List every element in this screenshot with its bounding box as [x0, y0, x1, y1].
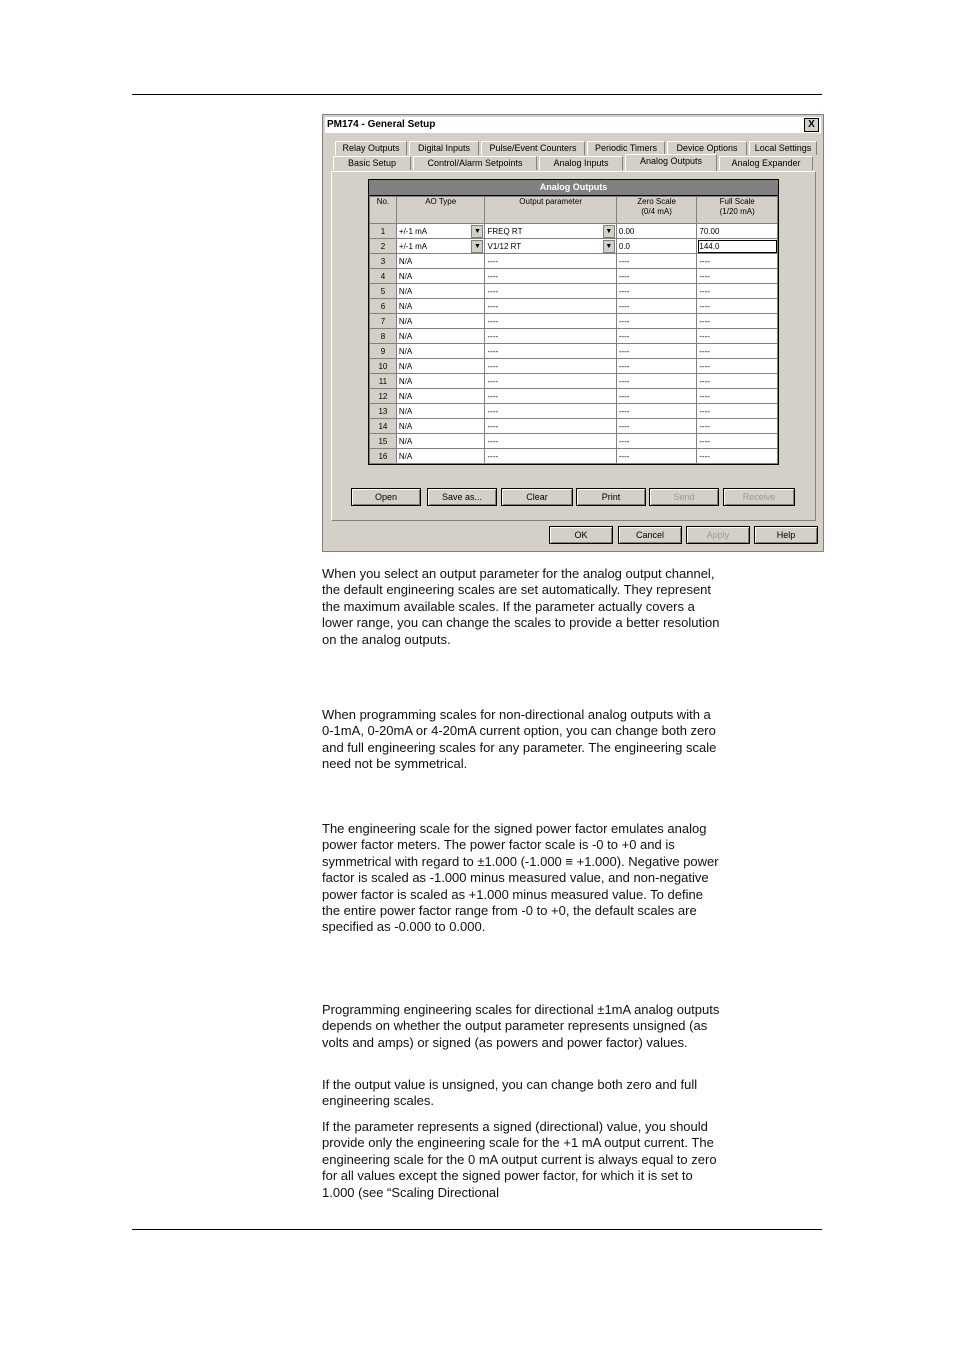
dialog-title: PM174 - General Setup: [327, 119, 436, 130]
full-scale-cell: [697, 254, 778, 269]
row-number-value: 14: [378, 421, 388, 431]
print-button[interactable]: Print: [576, 488, 646, 506]
analog-outputs-grid: [368, 179, 779, 465]
table-row: [370, 449, 778, 464]
row-number-value: 3: [380, 256, 386, 266]
tab-row-2: [333, 156, 817, 170]
zero-scale-cell: [616, 419, 697, 434]
full-scale-cell-value: ----: [699, 421, 711, 431]
ao-type-cell-value: N/A: [398, 391, 413, 401]
full-scale-cell: [697, 344, 778, 359]
header-ao-type: AO Type: [396, 197, 485, 224]
ao-type-cell-value: N/A: [398, 256, 413, 266]
row-number: [370, 254, 397, 269]
clear-button[interactable]: Clear: [501, 488, 573, 506]
output-parameter-cell-value: FREQ RT: [487, 226, 523, 236]
paragraph-non-directional: When programming scales for non-directional analog outputs with a 0-1mA, 0-20mA or 4-20mA current option, you can change both zero and full engineering scales for any parameter. The engineering scale need not be symmetrical.: [322, 707, 717, 772]
full-scale-cell: [697, 404, 778, 419]
output-parameter-cell[interactable]: [485, 239, 616, 254]
zero-scale-cell-value: ----: [618, 376, 630, 386]
zero-scale-cell-value: ----: [618, 361, 630, 371]
output-parameter-cell: [485, 359, 616, 374]
full-scale-cell: [697, 329, 778, 344]
paragraph-default-scales: When you select an output parameter for the analog output channel, the default engineering scales are set automatically. They represent the maximum available scales. If the parameter actually covers a lower range, you can change the scales to provide a better resolution on the analog outputs.: [322, 566, 720, 647]
row-number: [370, 314, 397, 329]
table-row: [370, 284, 778, 299]
table-row: [370, 389, 778, 404]
zero-scale-cell: [616, 449, 697, 464]
ao-type-cell: [396, 329, 485, 344]
ao-type-cell: [396, 419, 485, 434]
ao-type-cell: [396, 299, 485, 314]
full-scale-cell-value: ----: [699, 436, 711, 446]
zero-scale-cell: [616, 314, 697, 329]
row-number-value: 2: [380, 241, 386, 251]
full-scale-cell-value: ----: [699, 361, 711, 371]
ao-type-cell-value: +/-1 mA: [398, 226, 428, 236]
full-scale-cell-value: ----: [699, 451, 711, 461]
output-parameter-cell-value: ----: [487, 301, 499, 311]
ao-type-cell-value: N/A: [398, 316, 413, 326]
close-icon[interactable]: X: [804, 118, 819, 132]
full-scale-cell-value: ----: [699, 271, 711, 281]
ao-type-cell-value: N/A: [398, 286, 413, 296]
row-number-value: 7: [380, 316, 386, 326]
chevron-down-icon[interactable]: ▼: [471, 225, 483, 238]
zero-scale-cell[interactable]: [616, 239, 697, 254]
row-number-value: 12: [378, 391, 388, 401]
row-number-value: 11: [378, 376, 388, 386]
full-scale-cell: [697, 284, 778, 299]
zero-scale-cell-value: ----: [618, 421, 630, 431]
zero-scale-cell-value: ----: [618, 316, 630, 326]
row-number: [370, 269, 397, 284]
send-button[interactable]: Send: [649, 488, 719, 506]
row-number-value: 5: [380, 286, 386, 296]
header-rule: [132, 94, 822, 95]
row-number: [370, 299, 397, 314]
table-row: [370, 224, 778, 239]
ao-type-cell: [396, 404, 485, 419]
row-number: [370, 419, 397, 434]
zero-scale-cell: [616, 404, 697, 419]
full-scale-cell-value: 144.0: [699, 241, 720, 251]
row-number: [370, 389, 397, 404]
output-parameter-cell: [485, 254, 616, 269]
ao-type-cell-value: N/A: [398, 451, 413, 461]
grid-title: Analog Outputs: [369, 180, 778, 196]
table-row: [370, 404, 778, 419]
table-row: [370, 239, 778, 254]
full-scale-cell: [697, 314, 778, 329]
row-number: [370, 239, 397, 254]
zero-scale-cell-value: ----: [618, 286, 630, 296]
zero-scale-cell: [616, 284, 697, 299]
row-number-value: 13: [378, 406, 388, 416]
tab-row-1: [335, 141, 819, 155]
output-parameter-cell-value: ----: [487, 421, 499, 431]
ao-type-cell: [396, 449, 485, 464]
ao-type-cell: [396, 314, 485, 329]
output-parameter-cell: [485, 299, 616, 314]
zero-scale-cell-value: ----: [618, 391, 630, 401]
full-scale-cell: [697, 389, 778, 404]
tab-basic-setup[interactable]: Basic Setup: [333, 156, 411, 170]
ao-type-cell-value: N/A: [398, 271, 413, 281]
chevron-down-icon[interactable]: ▼: [471, 240, 483, 253]
output-parameter-cell[interactable]: [485, 224, 616, 239]
row-number-value: 4: [380, 271, 386, 281]
ao-type-cell: [396, 269, 485, 284]
table-row: [370, 314, 778, 329]
row-number: [370, 344, 397, 359]
full-scale-cell[interactable]: [697, 239, 778, 254]
ao-type-cell-value: N/A: [398, 331, 413, 341]
row-number-value: 6: [380, 301, 386, 311]
output-parameter-cell-value: ----: [487, 376, 499, 386]
table-row: [370, 329, 778, 344]
chevron-down-icon[interactable]: ▼: [603, 225, 615, 238]
zero-scale-cell: [616, 359, 697, 374]
zero-scale-cell[interactable]: [616, 224, 697, 239]
output-parameter-cell-value: ----: [487, 391, 499, 401]
ao-type-cell: [396, 434, 485, 449]
full-scale-cell-value: ----: [699, 346, 711, 356]
help-button[interactable]: Help: [754, 526, 818, 544]
zero-scale-cell-value: ----: [618, 346, 630, 356]
zero-scale-cell: [616, 299, 697, 314]
output-parameter-cell: [485, 449, 616, 464]
table-row: [370, 374, 778, 389]
ao-type-cell[interactable]: [396, 224, 485, 239]
tab-digital-inputs[interactable]: Digital Inputs: [409, 141, 479, 155]
paragraph-power-factor: The engineering scale for the signed power factor emulates analog power factor meters. The power factor scale is -0 to +0 and is symmetrical with regard to ±1.000 (-1.000 ≡ +1.000). Negative power factor is scaled as -1.000 minus measured value, and non-negative power factor is scaled as +1.000 minus measured value. To define the entire power factor range from -0 to +0, the default scales are specified as -0.000 to 0.000.: [322, 821, 719, 935]
zero-scale-cell: [616, 389, 697, 404]
output-parameter-cell: [485, 314, 616, 329]
row-number: [370, 404, 397, 419]
dialog-titlebar: [325, 117, 821, 133]
full-scale-cell-value: ----: [699, 331, 711, 341]
full-scale-cell: [697, 299, 778, 314]
full-scale-cell: [697, 269, 778, 284]
tab-device-options[interactable]: Device Options: [667, 141, 747, 155]
full-scale-cell-value: ----: [699, 256, 711, 266]
output-parameter-cell-value: ----: [487, 436, 499, 446]
row-number: [370, 434, 397, 449]
ao-type-cell-value: N/A: [398, 376, 413, 386]
output-parameter-cell: [485, 434, 616, 449]
ao-type-cell-value: N/A: [398, 406, 413, 416]
output-parameter-cell-value: ----: [487, 271, 499, 281]
zero-scale-cell: [616, 344, 697, 359]
ao-type-cell: [396, 359, 485, 374]
output-parameter-cell-value: ----: [487, 346, 499, 356]
ao-type-cell-value: N/A: [398, 361, 413, 371]
tab-analog-expander[interactable]: Analog Expander: [719, 156, 813, 170]
ao-type-cell-value: N/A: [398, 301, 413, 311]
output-parameter-cell: [485, 269, 616, 284]
full-scale-cell-value: ----: [699, 286, 711, 296]
full-scale-cell-value: ----: [699, 406, 711, 416]
ao-type-cell: [396, 389, 485, 404]
header-full-scale: Full Scale (1/20 mA): [697, 197, 778, 224]
ao-type-cell-value: N/A: [398, 346, 413, 356]
full-scale-cell-value: 70.00: [699, 226, 720, 236]
tab-pulse-event-counters[interactable]: Pulse/Event Counters: [481, 141, 585, 155]
row-number-value: 8: [380, 331, 386, 341]
zero-scale-cell-value: ----: [618, 301, 630, 311]
tab-analog-outputs[interactable]: Analog Outputs: [625, 154, 717, 171]
table-row: [370, 419, 778, 434]
output-parameter-cell-value: ----: [487, 286, 499, 296]
row-number-value: 15: [378, 436, 388, 446]
table-row: [370, 254, 778, 269]
header-zero-scale: Zero Scale (0/4 mA): [616, 197, 697, 224]
output-parameter-cell-value: ----: [487, 316, 499, 326]
full-scale-cell: [697, 449, 778, 464]
ao-type-cell-value: N/A: [398, 421, 413, 431]
row-number: [370, 449, 397, 464]
tab-analog-inputs[interactable]: Analog Inputs: [539, 156, 623, 170]
full-scale-cell-value: ----: [699, 301, 711, 311]
header-no: No.: [370, 197, 397, 224]
row-number-value: 1: [380, 226, 386, 236]
ok-button[interactable]: OK: [549, 526, 613, 544]
tab-relay-outputs[interactable]: Relay Outputs: [335, 141, 407, 155]
tab-periodic-timers[interactable]: Periodic Timers: [587, 141, 665, 155]
output-parameter-cell-value: ----: [487, 361, 499, 371]
ao-type-cell: [396, 374, 485, 389]
zero-scale-cell-value: 0.0: [618, 241, 630, 251]
table-row: [370, 299, 778, 314]
zero-scale-cell: [616, 374, 697, 389]
zero-scale-cell: [616, 269, 697, 284]
table-row: [370, 434, 778, 449]
row-number: [370, 359, 397, 374]
output-parameter-cell: [485, 419, 616, 434]
full-scale-cell-value: ----: [699, 316, 711, 326]
full-scale-cell: [697, 359, 778, 374]
row-number-value: 16: [378, 451, 388, 461]
zero-scale-cell-value: ----: [618, 271, 630, 281]
output-parameter-cell: [485, 374, 616, 389]
tab-local-settings[interactable]: Local Settings: [749, 141, 817, 155]
paragraph-signed: If the parameter represents a signed (directional) value, you should provide only the engineering scale for the +1 mA output current. The engineering scale for the 0 mA output current is always equal to zero for all values except the signed power factor, for which it is set to 1.000 (see “Scaling Directional: [322, 1119, 717, 1200]
output-parameter-cell-value: V1/12 RT: [487, 241, 522, 251]
row-number: [370, 224, 397, 239]
paragraph-unsigned: If the output value is unsigned, you can change both zero and full engineering scales.: [322, 1077, 698, 1109]
zero-scale-cell-value: ----: [618, 436, 630, 446]
full-scale-cell[interactable]: [697, 224, 778, 239]
analog-outputs-table: [369, 196, 778, 464]
output-parameter-cell-value: ----: [487, 331, 499, 341]
zero-scale-cell-value: ----: [618, 256, 630, 266]
row-number: [370, 329, 397, 344]
output-parameter-cell: [485, 404, 616, 419]
zero-scale-cell-value: ----: [618, 451, 630, 461]
row-number: [370, 284, 397, 299]
zero-scale-cell: [616, 434, 697, 449]
footer-rule: [132, 1229, 822, 1230]
full-scale-cell: [697, 419, 778, 434]
row-number-value: 10: [378, 361, 388, 371]
tab-control-alarm-setpoints[interactable]: Control/Alarm Setpoints: [413, 156, 537, 170]
apply-button[interactable]: Apply: [686, 526, 750, 544]
open-button[interactable]: Open: [351, 488, 421, 506]
zero-scale-cell: [616, 254, 697, 269]
paragraph-directional: Programming engineering scales for directional ±1mA analog outputs depends on whether the output parameter represents unsigned (as volts and amps) or signed (as powers and power factor) values.: [322, 1002, 720, 1050]
cancel-button[interactable]: Cancel: [618, 526, 682, 544]
ao-type-cell: [396, 284, 485, 299]
output-parameter-cell: [485, 284, 616, 299]
zero-scale-cell-value: ----: [618, 331, 630, 341]
ao-type-cell-value: N/A: [398, 436, 413, 446]
output-parameter-cell-value: ----: [487, 256, 499, 266]
ao-type-cell: [396, 344, 485, 359]
zero-scale-cell-value: 0.00: [618, 226, 635, 236]
output-parameter-cell-value: ----: [487, 451, 499, 461]
output-parameter-cell: [485, 344, 616, 359]
chevron-down-icon[interactable]: ▼: [603, 240, 615, 253]
save-as-button[interactable]: Save as...: [427, 488, 497, 506]
output-parameter-cell: [485, 329, 616, 344]
full-scale-cell: [697, 374, 778, 389]
zero-scale-cell-value: ----: [618, 406, 630, 416]
table-row: [370, 359, 778, 374]
row-number: [370, 374, 397, 389]
zero-scale-cell: [616, 329, 697, 344]
table-row: [370, 269, 778, 284]
header-output-parameter: Output parameter: [485, 197, 616, 224]
full-scale-cell-value: ----: [699, 376, 711, 386]
ao-type-cell-value: +/-1 mA: [398, 241, 428, 251]
ao-type-cell: [396, 254, 485, 269]
output-parameter-cell: [485, 389, 616, 404]
row-number-value: 9: [380, 346, 386, 356]
ao-type-cell[interactable]: [396, 239, 485, 254]
full-scale-cell-value: ----: [699, 391, 711, 401]
output-parameter-cell-value: ----: [487, 406, 499, 416]
receive-button[interactable]: Receive: [723, 488, 795, 506]
full-scale-cell: [697, 434, 778, 449]
table-row: [370, 344, 778, 359]
